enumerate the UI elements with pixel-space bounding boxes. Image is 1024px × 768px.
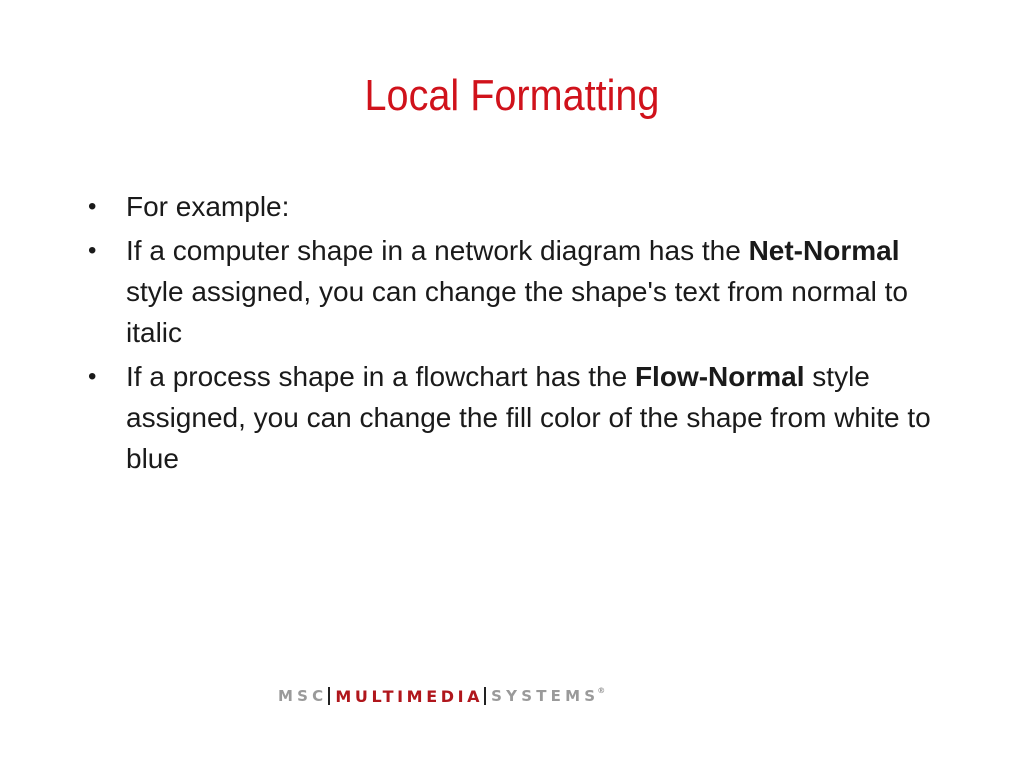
bullet-item bbox=[86, 186, 936, 227]
bullet-icon: • bbox=[88, 237, 97, 264]
logo-multimedia-text: MULTIMEDIA bbox=[335, 686, 484, 706]
bullet-icon: • bbox=[88, 193, 97, 220]
bullet-text-bold-segment: Flow-Normal bbox=[634, 361, 805, 392]
bullet-text bbox=[126, 235, 908, 348]
bullet-text-bold-segment: Net-Normal bbox=[748, 235, 900, 266]
bullet-icon: • bbox=[88, 363, 97, 390]
bullet-item bbox=[86, 230, 936, 353]
logo-systems-text: SYSTEMS bbox=[491, 687, 600, 705]
logo-msc-text: MSC bbox=[278, 687, 328, 705]
bullet-text bbox=[126, 191, 289, 222]
bullet-text-segment: If a computer shape in a network diagram has the bbox=[126, 235, 749, 266]
bullet-text-segment: For example: bbox=[126, 191, 290, 222]
bullet-list bbox=[86, 186, 936, 482]
trademark-icon: ® bbox=[597, 685, 606, 695]
bullet-text bbox=[126, 361, 931, 474]
logo-divider bbox=[328, 687, 330, 705]
logo-divider bbox=[484, 687, 486, 705]
company-logo bbox=[278, 683, 738, 709]
bullet-text-segment: If a process shape in a flowchart has the bbox=[126, 361, 635, 392]
slide-title: Local Formatting bbox=[364, 71, 660, 120]
bullet-item bbox=[86, 356, 936, 479]
bullet-text-segment: style assigned, you can change the fill color of the shape from white to blue bbox=[126, 361, 931, 474]
bullet-text-segment: style assigned, you can change the shape's text from normal to italic bbox=[126, 276, 909, 348]
